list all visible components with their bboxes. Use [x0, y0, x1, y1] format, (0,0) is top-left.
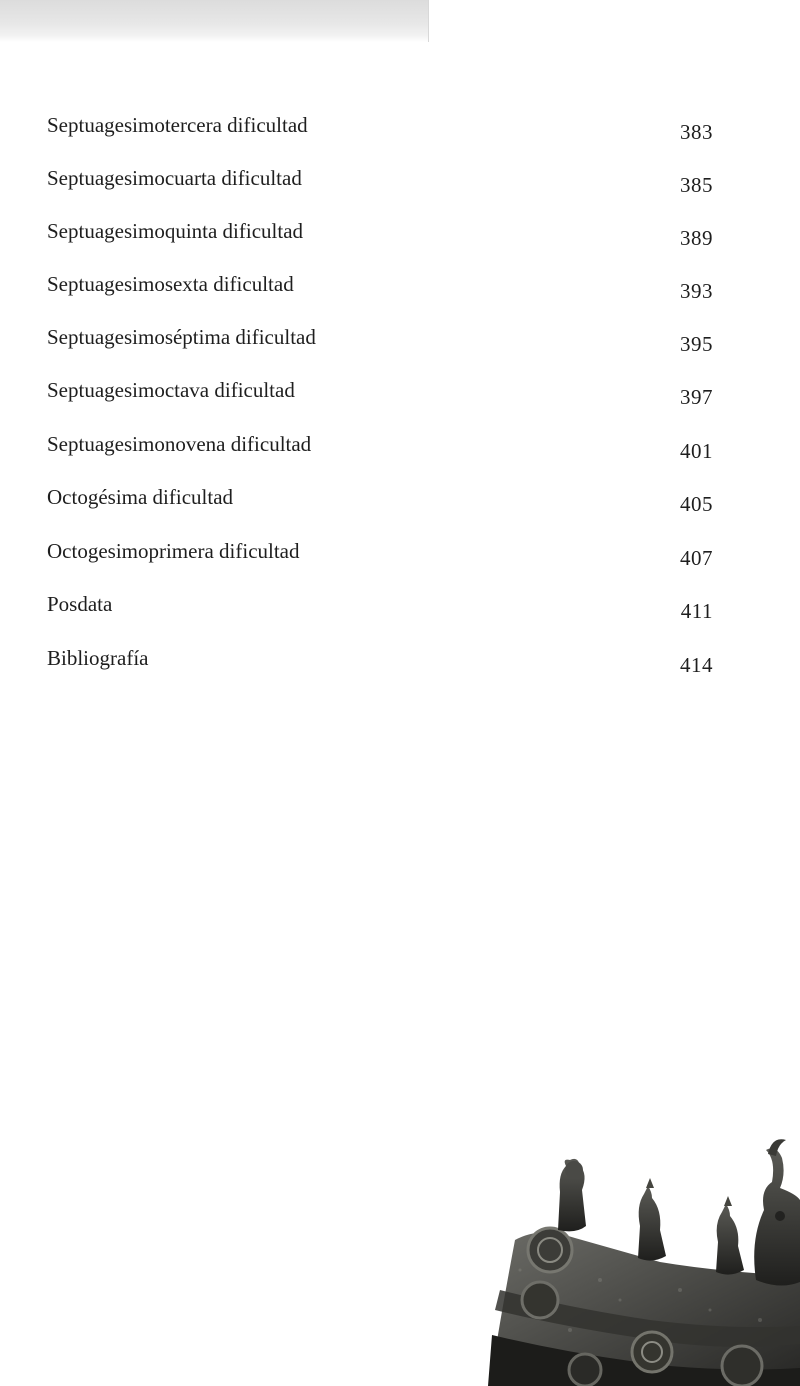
- toc-entry-page: 411: [680, 599, 713, 623]
- toc-entry: [47, 110, 713, 144]
- scanned-page-edge: [0, 0, 429, 42]
- toc-entry-title: Septuagesimoséptima dificultad: [47, 325, 316, 349]
- toc-entry-page: 401: [680, 439, 713, 463]
- toc-entry-page: 385: [680, 173, 713, 197]
- toc-entry-page: 395: [680, 332, 713, 356]
- toc-entry-title: Septuagesimotercera dificultad: [47, 113, 308, 137]
- toc-entry-page: 405: [680, 492, 713, 516]
- toc-entry-title: Octogesimoprimera dificultad: [47, 539, 300, 563]
- toc-entry-page: 397: [680, 385, 713, 409]
- toc-entry: [47, 216, 713, 250]
- toc-entry: [47, 269, 713, 303]
- toc-entry-title: Septuagesimonovena dificultad: [47, 432, 312, 456]
- toc-entry: [47, 643, 713, 677]
- toc-entry: [47, 375, 713, 409]
- toc-entry-title: Octogésima dificultad: [47, 485, 234, 509]
- toc-entry: [47, 536, 713, 570]
- toc-entry: [47, 482, 713, 516]
- toc-entry-title: Septuagesimosexta dificultad: [47, 272, 294, 296]
- toc-entry: [47, 589, 713, 623]
- toc-entry-title: Posdata: [47, 592, 113, 616]
- toc-entry: [47, 322, 713, 356]
- toc-entry: [47, 429, 713, 463]
- toc-entry-page: 393: [680, 279, 713, 303]
- toc-entry-title: Septuagesimocuarta dificultad: [47, 166, 302, 190]
- roof-figures-photo: [480, 1130, 800, 1386]
- toc-entry-page: 389: [680, 226, 713, 250]
- toc-entry-page: 407: [680, 546, 713, 570]
- toc-entry: [47, 163, 713, 197]
- toc-entry-title: Septuagesimoquinta dificultad: [47, 219, 304, 243]
- toc-entry-title: Septuagesimoctava dificultad: [47, 378, 295, 402]
- toc-entry-title: Bibliografía: [47, 646, 149, 670]
- toc-entry-page: 414: [680, 653, 713, 677]
- toc-entry-page: 383: [680, 120, 713, 144]
